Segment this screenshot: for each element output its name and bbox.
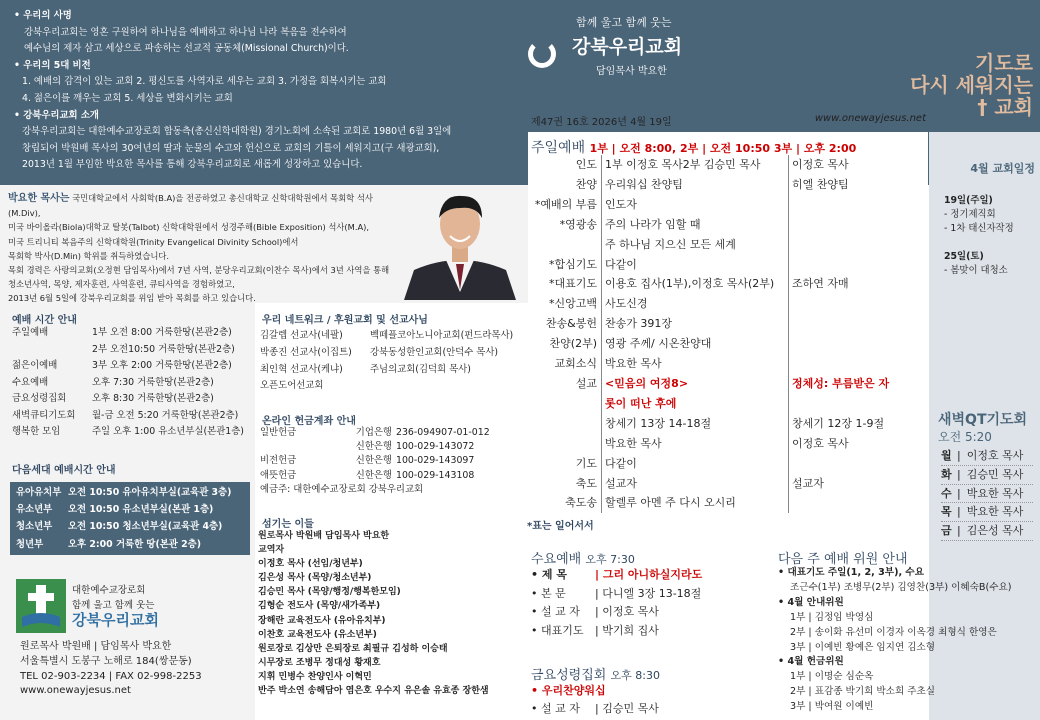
order-item: 축도송 (565, 496, 597, 510)
wednesday-row (531, 622, 771, 641)
wednesday-row (531, 585, 771, 604)
worship-detail: 오후 7:30 거룩한땅(본관2층) (92, 376, 214, 388)
order-row (528, 175, 928, 195)
order-main: 롯이 떠난 후에 (601, 394, 788, 414)
order-row (528, 215, 928, 235)
schedule-list (944, 194, 1036, 278)
bank-name: 신한은행 (355, 455, 392, 467)
vision-title: • 우리의 5대 비전 (14, 59, 91, 71)
account-type: 일반헌금 (260, 427, 297, 438)
worship-detail: 오후 8:30 거룩한땅(본관2층) (92, 393, 214, 404)
logo-pastor: 담임목사 박요한 (596, 66, 667, 77)
next-week-line: 1부 | 이명순 심순옥 (790, 671, 874, 683)
dawn-leader: 박요한 목사 (966, 505, 1024, 519)
account-type: 비전헌금 (260, 455, 297, 467)
profile-line: 2013년 6월 5일에 강북우리교회를 위임 받아 목회를 하고 있습니다. (8, 293, 256, 304)
profile-line: 미국 트리니티 복음주의 신학대학원(Trinity Evangelical Divinity School)에서 (8, 236, 299, 247)
account-number: 236-094907-01-012 (396, 427, 490, 438)
dept-detail: 오전 10:50 유소년부실(본관 1층) (68, 504, 214, 516)
dawn-sep: | (957, 505, 961, 519)
worship-time-row (12, 358, 252, 375)
dept-detail: 오전 10:50 유아유치부실(교육관 3층) (68, 487, 232, 498)
order-main: 영광 주께/ 시온찬양대 (601, 334, 788, 354)
order-main: 인도자 (601, 195, 788, 215)
next-gen-title: 다음세대 예배시간 안내 (12, 465, 116, 476)
worship-name: 수요예배 (12, 376, 49, 388)
mission-line: 예수님의 제자 삼고 세상으로 파송하는 선교적 공동체(Missional Church)이다. (24, 43, 349, 55)
wednesday-title (531, 548, 635, 567)
order-main: 주 하나님 지으신 모든 세계 (601, 235, 788, 255)
dawn-leader: 이정호 목사 (966, 449, 1024, 462)
dawn-title: 새벽QT기도회 (938, 412, 1028, 428)
schedule-item: - 1차 태신자작정 (944, 223, 1014, 234)
order-row (528, 195, 928, 215)
bank-name: 기업은행 (355, 427, 392, 438)
order-alt (788, 195, 928, 215)
order-row (528, 414, 928, 434)
order-alt (788, 255, 928, 275)
slogan-line: † 교회 (977, 95, 1033, 119)
account-row (260, 440, 518, 454)
order-main: 이용호 집사(1부),이정호 목사(2부) (601, 274, 788, 294)
order-main: 설교자 (601, 474, 788, 494)
wednesday-row (531, 603, 771, 622)
order-main: 할렐루 아멘 주 다시 오시리 (601, 493, 788, 513)
account-number: 100-029-143108 (396, 469, 475, 481)
order-row (528, 274, 928, 294)
order-main: 주의 나라가 임할 때 (601, 215, 788, 235)
order-alt: 설교자 (788, 474, 928, 494)
order-item: 찬양(2부) (549, 337, 597, 351)
order-main: 사도신경 (601, 294, 788, 314)
denomination: 대한예수교장로회 (72, 585, 146, 596)
church-name: 강북우리교회 (72, 611, 159, 629)
servant-line: 김형순 전도사 (목양/새가족부) (258, 601, 381, 612)
website-link[interactable]: www.onewayjesus.net (20, 685, 131, 697)
servant-line: 원로장로 김상만 은퇴장로 최필규 김성하 이승태 (258, 643, 448, 654)
friday-time: 오후 8:30 (610, 669, 660, 682)
servant-line: 김승민 목사 (목양/행정/행복한모임) (258, 587, 401, 598)
worship-detail: 1부 오전 8:00 거룩한땅(본관2층) (92, 327, 232, 338)
dawn-day: 수 (941, 486, 952, 500)
order-row (528, 374, 928, 394)
contact-info (20, 640, 250, 699)
friday-label: • 설 교 자 (531, 702, 580, 716)
dept-name: 청소년부 (16, 521, 53, 533)
wednesday-list (531, 566, 771, 641)
dawn-sep: | (957, 449, 961, 462)
sunday-title (531, 137, 856, 157)
dawn-leader: 박요한 목사 (966, 486, 1024, 500)
servant-line: 지휘 민병수 찬양인사 이혁민 (258, 671, 372, 682)
order-main: <믿음의 여정8> (601, 374, 788, 394)
order-item: 교회소식 (554, 357, 597, 371)
worship-time-row (12, 408, 252, 425)
profile-line: 국민대학교에서 사회학(B.A)을 전공하였고 총신대학교 신학대학원에서 목회학 석사(M.Div), (8, 193, 373, 219)
order-item (528, 414, 601, 434)
servant-line: 장해란 교육전도사 (유아유치부) (258, 615, 386, 626)
order-alt: 창세기 12장 1-9절 (788, 414, 928, 434)
wednesday-time: 오후 7:30 (585, 553, 635, 566)
dawn-row (941, 503, 1033, 522)
dawn-leader: 김승민 목사 (966, 467, 1024, 481)
wed-label: • 제 목 (531, 568, 567, 581)
servants-title: 섬기는 이들 (262, 519, 314, 530)
missionary: 박종진 선교사(이집트) (260, 346, 352, 358)
contact-line: TEL 02-903-2234 | FAX 02-998-2253 (20, 670, 202, 682)
partner-church: 강북동성한인교회(안덕수 목사) (370, 346, 499, 358)
profile-line: 청소년사역, 목양, 제자훈련, 사역훈련, 큐티사역을 경험하였고, (8, 279, 235, 290)
worship-detail: 2부 오전10:50 거룩한땅(본관2층) (92, 343, 235, 355)
partner-church: 주님의교회(김덕희 목사) (370, 363, 471, 375)
friday-title (531, 664, 660, 683)
slogan-line: 다시 세워지는 (910, 73, 1033, 97)
dawn-leader: 김은성 목사 (966, 524, 1024, 538)
next-gen-row (16, 536, 244, 553)
dept-detail: 오후 2:00 거룩한 땅(본관 2층) (68, 538, 201, 550)
dept-name: 유소년부 (16, 504, 53, 516)
partner-church: 벡떼플코아노니아교회(펀드라목사) (370, 330, 514, 341)
worship-time-row (12, 375, 252, 392)
friday-title-text: 금요성령집회 (531, 668, 607, 683)
worship-name: 주일예배 (12, 327, 49, 338)
order-row (528, 314, 928, 334)
order-item: 설교 (575, 376, 597, 390)
dawn-sep: | (957, 486, 961, 500)
order-row (528, 155, 928, 175)
servant-line: 김은성 목사 (목양/청소년부) (258, 573, 372, 584)
order-main: 박요한 목사 (601, 434, 788, 454)
next-week-line: 조근수(1부) 조병무(2부) 김영찬(3부) 이혜숙B(수요) (790, 581, 1012, 593)
order-item (528, 394, 601, 414)
issue-header (531, 113, 926, 128)
worship-name: 젊은이예배 (12, 360, 58, 371)
account-number: 100-029-143097 (396, 455, 475, 467)
dawn-row (941, 522, 1033, 541)
friday-item: • 우리찬양워십 (531, 684, 606, 697)
wed-value: | 그리 아니하실지라도 (595, 568, 703, 581)
schedule-item: 19일(주일) (944, 195, 993, 206)
sunday-times: 1부 | 오전 8:00, 2부 | 오전 10:50 3부 | 오후 2:00 (589, 142, 857, 155)
worship-times-list (12, 325, 252, 441)
dept-name: 유아유치부 (16, 487, 62, 498)
wed-value: | 다니엘 3장 13-18절 (595, 586, 702, 600)
wednesday-row (531, 566, 771, 585)
network-row (260, 345, 518, 362)
network-row (260, 362, 518, 379)
order-row (528, 334, 928, 354)
mission-line: 강북우리교회는 영혼 구원하여 하나님을 예배하고 하나님 나라 복음을 전수하여 (24, 26, 347, 38)
friday-value: | 김승민 목사 (595, 702, 659, 716)
bank-name: 신한은행 (355, 469, 392, 481)
next-gen-row (16, 484, 244, 501)
logo-tagline: 함께 울고 함께 웃는 (576, 16, 672, 29)
order-alt (788, 294, 928, 314)
schedule-title: 4월 교회일정 (970, 162, 1035, 175)
worship-time-row (12, 342, 252, 359)
issue-info: 제47권 16호 2026년 4월 19일 (531, 117, 672, 128)
pastor-profile (8, 191, 403, 306)
order-alt (788, 354, 928, 374)
servant-line: 시무장로 조병무 정대성 황재호 (258, 657, 381, 668)
account-type (260, 440, 312, 454)
servant-line: 교역자 (258, 545, 285, 556)
dawn-sep: | (957, 467, 961, 481)
order-main: 박요한 목사 (601, 354, 788, 374)
next-week-line: 3부 | 이예빈 황예은 임지연 김소형 (790, 641, 936, 653)
next-week-line: • 대표기도 주일(1, 2, 3부), 수요 (778, 567, 924, 578)
order-alt (788, 235, 928, 255)
order-alt (788, 314, 928, 334)
schedule-item: - 봄맞이 대청소 (944, 265, 1008, 276)
order-item (528, 235, 601, 255)
order-alt (788, 394, 928, 414)
schedule-item: - 정기제직회 (944, 209, 996, 220)
dawn-day: 금 (941, 524, 952, 538)
order-item: *영광송 (559, 217, 597, 231)
giving-list (260, 426, 518, 497)
order-row (528, 474, 928, 494)
order-of-worship (528, 155, 928, 513)
dept-name: 청년부 (16, 538, 44, 550)
dawn-row (941, 485, 1033, 504)
dawn-row (941, 447, 1033, 466)
contact-line: 서울특별시 도봉구 노해로 184(쌍문동) (20, 655, 192, 667)
website-link[interactable]: www.onewayjesus.net (814, 113, 926, 124)
order-alt (788, 215, 928, 235)
mission-title: • 우리의 사명 (14, 10, 72, 21)
order-item (528, 434, 601, 454)
worship-name: 금요성령집회 (12, 393, 67, 404)
worship-detail: 3부 오후 2:00 거룩한땅(본관2층) (92, 360, 232, 371)
logo-circle-icon (528, 40, 556, 68)
worship-detail: 월-금 오전 5:20 거룩한땅(본관2층) (92, 409, 239, 421)
history-line: 2013년 1월 부임한 박요한 목사를 통해 강북우리교회로 새롭게 성장하고 있습니다. (22, 159, 363, 171)
schedule-item: 25일(토) (944, 251, 984, 262)
profile-line: 미국 바이올라(Biola)대학교 탈봇(Talbot) 신학대학원에서 성경주해(Bible Exposition) 석사(M.A), (8, 222, 370, 233)
next-week-line: • 4월 안내위원 (778, 596, 844, 608)
next-week-list (778, 566, 1036, 715)
account-row (260, 469, 518, 483)
dawn-day: 화 (941, 467, 952, 481)
church-name-block (72, 583, 159, 628)
order-item: *신앙고백 (548, 297, 597, 311)
missionary: 김갈렙 선교사(네팔) (260, 330, 343, 341)
order-main: 다같이 (601, 454, 788, 474)
missionary: 오픈도어선교회 (260, 380, 324, 392)
worship-detail: 주일 오후 1:00 유소년부실(본관1층) (92, 426, 244, 437)
order-alt: 히엘 찬양팀 (788, 175, 928, 195)
wed-value: | 이정호 목사 (595, 605, 659, 619)
order-alt: 이정호 목사 (788, 155, 928, 175)
giving-title: 온라인 헌금계좌 안내 (262, 416, 356, 427)
worship-name (12, 342, 92, 359)
network-list (260, 328, 518, 395)
next-gen-row (16, 518, 244, 535)
servant-line: 이정호 목사 (선임/청년부) (258, 559, 363, 570)
wed-label: • 본 문 (531, 586, 566, 600)
order-row (528, 255, 928, 275)
worship-time-row (12, 424, 252, 441)
worship-times-title: 예배 시간 안내 (12, 315, 77, 326)
order-item: 인도 (575, 158, 597, 171)
church-intro (14, 8, 514, 174)
network-row (260, 378, 518, 395)
order-alt (788, 493, 928, 513)
dawn-row (941, 466, 1033, 485)
servant-line: 반주 박소연 송해담아 염은호 우수지 유은솔 유효종 장한샘 (258, 686, 489, 697)
worship-name: 새벽큐티기도회 (12, 409, 76, 421)
order-item: 축도 (575, 476, 597, 490)
slogan (888, 52, 1033, 118)
dawn-day: 목 (941, 505, 952, 519)
next-week-line: 1부 | 김정임 박영심 (790, 611, 874, 623)
worship-time-row (12, 391, 252, 408)
servants-list (258, 529, 520, 698)
worship-time-row (12, 325, 252, 342)
order-item: 찬양 (575, 177, 597, 191)
order-alt: 정체성: 부름받은 자 (788, 374, 928, 394)
order-row (528, 235, 928, 255)
next-week-line: 2부 | 표감종 박기희 박소희 주초실 (790, 686, 936, 698)
order-item: 기도 (575, 456, 597, 470)
order-item: *합심기도 (548, 257, 597, 271)
profile-line: 목회학 박사(D.Min) 학위를 취득하였습니다. (8, 250, 169, 261)
worship-name: 행복한 모임 (12, 426, 61, 437)
sunday-title-text: 주일예배 (531, 140, 586, 156)
order-main: 우리워십 찬양팀 (601, 175, 788, 195)
dawn-list (941, 447, 1033, 541)
slogan-line: 기도로 (975, 51, 1033, 75)
order-alt: 이정호 목사 (788, 434, 928, 454)
contact-line: 원로목사 박원배 | 담임목사 박요한 (20, 641, 172, 652)
profile-name: 박요한 목사는 (8, 193, 70, 204)
order-row (528, 354, 928, 374)
order-row (528, 394, 928, 414)
order-row (528, 434, 928, 454)
next-week-line: • 4월 헌금위원 (778, 656, 844, 668)
history-line: 창립되어 박원배 목사의 30여년의 땀과 눈물의 수고와 헌신으로 교회의 기틀이 세워지고(구 새광교회), (22, 142, 440, 154)
order-row (528, 454, 928, 474)
next-gen-list (10, 482, 250, 555)
wednesday-title-text: 수요예배 (531, 552, 582, 567)
next-week-title: 다음 주 예배 위원 안내 (778, 552, 908, 567)
network-row (260, 328, 518, 345)
order-item: 찬송&봉헌 (545, 317, 597, 331)
order-item: *대표기도 (548, 277, 597, 291)
wed-label: • 대표기도 (531, 624, 584, 638)
dawn-time: 오전 5:20 (938, 430, 992, 444)
missionary: 최인혁 선교사(케냐) (260, 363, 343, 375)
wed-value: | 박기희 집사 (595, 624, 659, 638)
dawn-sep: | (957, 524, 961, 538)
next-week-line: 3부 | 박여원 이예빈 (790, 701, 874, 713)
vision-line: 4. 젊은이를 깨우는 교회 5. 세상을 변화시키는 교회 (22, 92, 233, 104)
history-title: • 강북우리교회 소개 (14, 109, 99, 121)
church-logo-header (528, 14, 698, 84)
next-week-line: 2부 | 송이화 유선미 이경자 이옥경 최형식 한영은 (790, 626, 997, 638)
profile-line: 목회 경력은 사랑의교회(오정현 담임목사)에서 7년 사역, 분당우리교회(이찬수 목사)에서 3년 사역을 통해 (8, 265, 390, 276)
cross-book-logo-icon (16, 579, 66, 633)
logo-name: 강북우리교회 (572, 36, 683, 58)
order-item: *예배의 부름 (534, 197, 597, 211)
order-main: 다같이 (601, 255, 788, 275)
friday-list (531, 682, 771, 719)
church-tagline: 함께 울고 함께 웃는 (72, 600, 155, 611)
order-alt (788, 454, 928, 474)
vision-line: 1. 예배의 감격이 있는 교회 2. 평신도를 사역자로 세우는 교회 3. 가정을 회복시키는 교회 (22, 76, 387, 88)
schedule-item (944, 236, 1036, 250)
order-main: 찬송가 391장 (601, 314, 788, 334)
servant-line: 이찬호 교육전도사 (유소년부) (258, 629, 377, 640)
account-type: 애뜻헌금 (260, 469, 297, 481)
dept-detail: 오전 10:50 청소년부실(교육관 4층) (68, 521, 223, 533)
dawn-day: 월 (941, 449, 952, 462)
order-main: 창세기 13장 14-18절 (601, 414, 788, 434)
account-number: 100-029-143072 (396, 441, 475, 453)
order-alt (788, 334, 928, 354)
bank-name: 신한은행 (355, 441, 392, 453)
standing-note: *표는 일어서서 (527, 521, 594, 532)
next-gen-row (16, 501, 244, 518)
wed-label: • 설 교 자 (531, 605, 580, 619)
order-row (528, 294, 928, 314)
account-row (260, 454, 518, 468)
pastor-photo (396, 188, 524, 300)
account-row (260, 426, 518, 440)
order-row (528, 493, 928, 513)
history-line: 강북우리교회는 대한예수교장로회 합동측(총신신학대학원) 경기노회에 소속된 교회로 1980년 6월 3일에 (22, 126, 452, 138)
servant-line: 원로목사 박원배 담임목사 박요한 (258, 531, 390, 541)
order-main: 1부 이정호 목사2부 김승민 목사 (601, 155, 788, 175)
order-alt: 조하연 자매 (788, 274, 928, 294)
network-title: 우리 네트워크 / 후원교회 및 선교사님 (262, 315, 428, 326)
account-holder: 예금주: 대한예수교장로회 강북우리교회 (260, 483, 424, 495)
